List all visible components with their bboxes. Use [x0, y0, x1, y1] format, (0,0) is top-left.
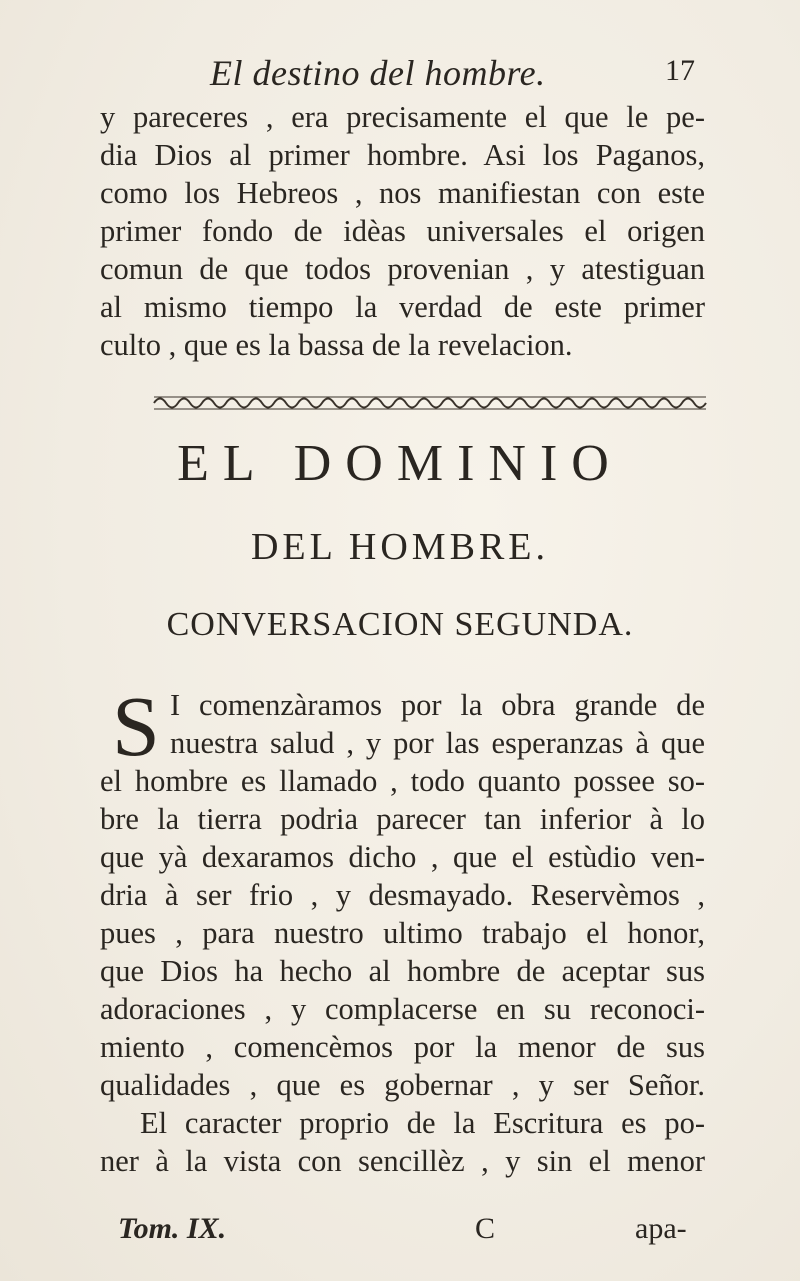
heading-el-dominio: EL DOMINIO: [177, 435, 623, 492]
drop-cap: S: [112, 678, 160, 774]
text-line: primer fondo de idèas universales el origen: [100, 214, 705, 248]
heading-del-hombre: DEL HOMBRE.: [250, 526, 550, 568]
text-line: I comenzàramos por la obra grande de: [170, 688, 705, 722]
text-line: el hombre es llamado , todo quanto possee so-: [100, 764, 705, 798]
text-line: que yà dexaramos dicho , que el estùdio ven-: [100, 840, 705, 874]
text-line: dria à ser frio , y desmayado. Reservèmos ,: [100, 878, 705, 912]
volume-marker: Tom. IX.: [118, 1212, 227, 1245]
heading-conversacion: CONVERSACION SEGUNDA.: [166, 606, 634, 643]
text-line: miento , comencèmos por la menor de sus: [100, 1030, 705, 1064]
text-line: que Dios ha hecho al hombre de aceptar sus: [100, 954, 705, 988]
text-line: adoraciones , y complacerse en su reconoci-: [100, 992, 705, 1026]
text-line: pues , para nuestro ultimo trabajo el honor,: [100, 916, 705, 950]
signature-mark: C: [475, 1212, 496, 1245]
running-head: [0, 52, 800, 96]
text-line: nuestra salud , y por las esperanzas à que: [170, 726, 705, 760]
decorative-border-ornament: [150, 392, 710, 414]
text-line: culto , que es la bassa de la revelacion.: [100, 328, 573, 362]
text-line: al mismo tiempo la verdad de este primer: [100, 290, 705, 324]
text-line: comun de que todos provenian , y atestiguan: [100, 252, 705, 286]
text-line: dia Dios al primer hombre. Asi los Paganos,: [100, 138, 705, 172]
text-line: qualidades , que es gobernar , y ser Señor.: [100, 1068, 705, 1102]
page-number: 17: [665, 54, 695, 87]
text-line: ner à la vista con sencillèz , y sin el menor: [100, 1144, 705, 1178]
text-line: El caracter proprio de la Escritura es po-: [140, 1106, 705, 1140]
text-line: como los Hebreos , nos manifiestan con este: [100, 176, 705, 210]
page-footer: [0, 1212, 800, 1252]
text-line: y pareceres , era precisamente el que le pe-: [100, 100, 705, 134]
text-line: bre la tierra podria parecer tan inferior à lo: [100, 802, 705, 836]
catchword: apa-: [635, 1212, 687, 1245]
running-head-title: El destino del hombre.: [210, 53, 546, 93]
